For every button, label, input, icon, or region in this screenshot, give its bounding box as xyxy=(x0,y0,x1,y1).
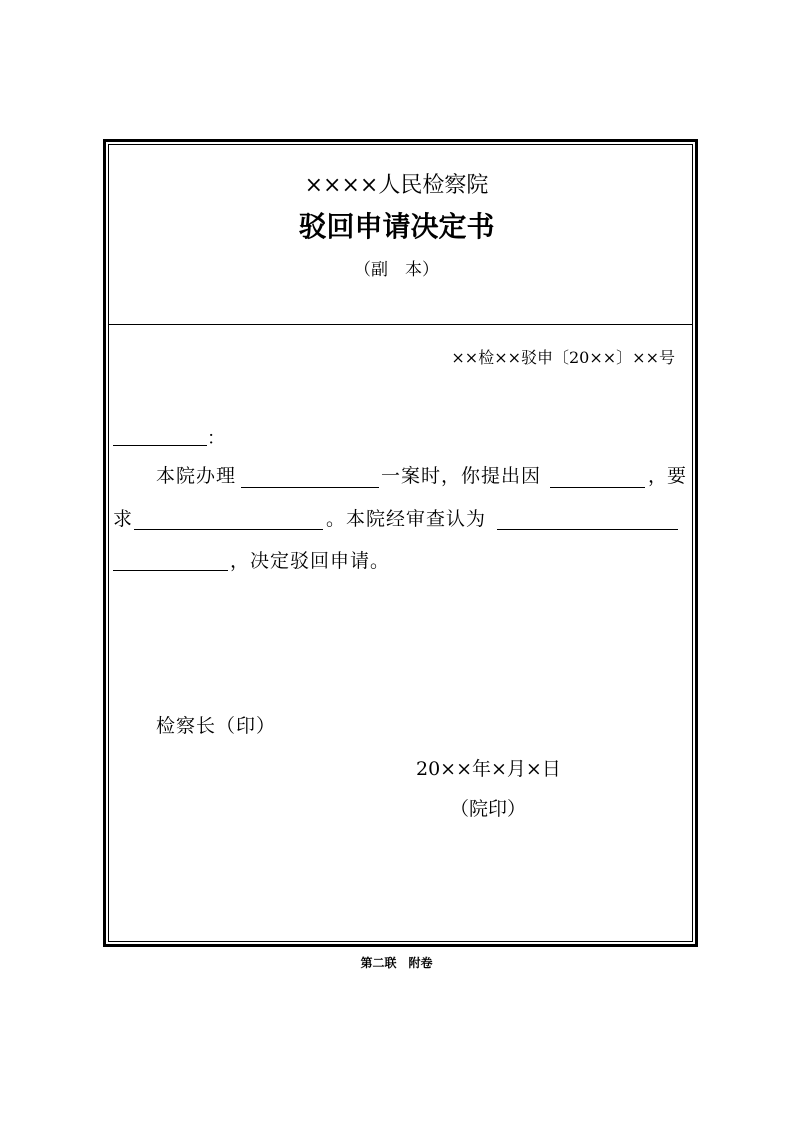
copy-note: 第二联 附卷 xyxy=(360,956,433,970)
reason-blank[interactable] xyxy=(550,487,645,488)
seal-label: （院印） xyxy=(450,798,527,820)
chief-label: 检察长（印） xyxy=(156,715,277,737)
addressee-colon: ： xyxy=(207,428,225,449)
request-blank[interactable] xyxy=(134,529,323,530)
doc-number: ××检××驳申〔20××〕××号 xyxy=(451,348,675,367)
org-name: ××××人民检察院 xyxy=(304,173,489,198)
para2-mid: 。本院经审查认为 xyxy=(326,508,487,530)
para1-mid: 一案时，你提出因 xyxy=(381,465,542,487)
case-name-blank[interactable] xyxy=(241,487,379,488)
para1-end: 要 xyxy=(667,465,687,487)
review-opinion-blank[interactable] xyxy=(497,529,678,530)
para3-end: ，决定驳回申请。 xyxy=(230,550,391,572)
para1-comma: ， xyxy=(648,465,668,487)
doc-title: 驳回申请决定书 xyxy=(298,210,495,243)
date: 20××年×月×日 xyxy=(416,758,561,780)
para1-prefix: 本院办理 xyxy=(156,465,237,487)
review-opinion-blank-cont[interactable] xyxy=(113,570,228,571)
header-divider xyxy=(109,324,692,325)
copy-label: （副 本） xyxy=(354,260,439,280)
addressee-blank[interactable] xyxy=(113,445,207,446)
para2-start: 求 xyxy=(113,508,133,530)
